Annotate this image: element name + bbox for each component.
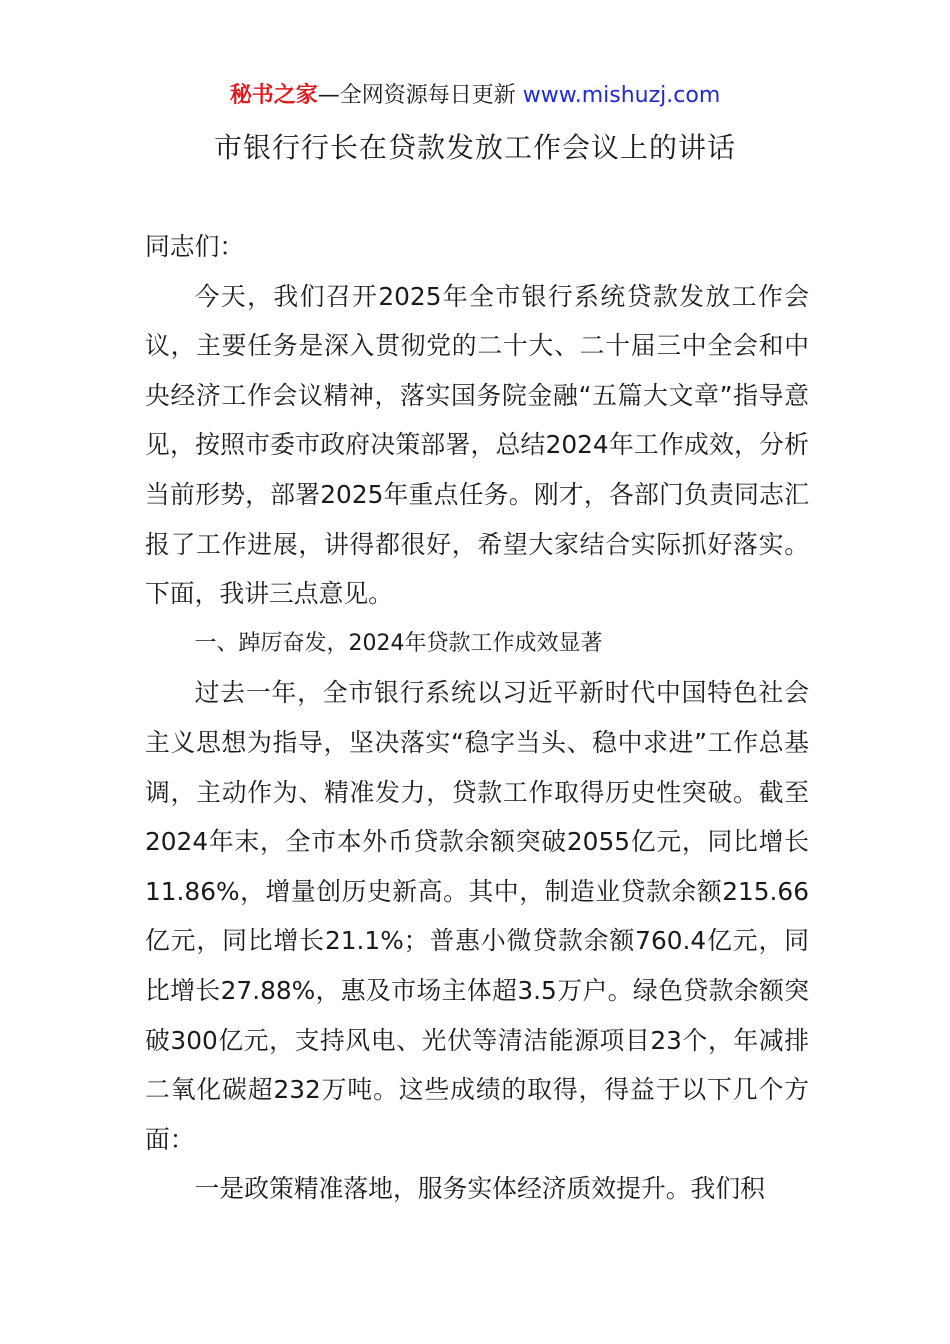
document-body: [145, 222, 809, 1214]
paragraph-point-1: 一是政策精准落地，服务实体经济质效提升。我们积: [194, 1174, 765, 1204]
site-brand: 秘书之家: [229, 83, 318, 108]
site-tagline: —全网资源每日更新: [317, 83, 516, 108]
document-title: 市银行行长在贷款发放工作会议上的讲话: [213, 131, 736, 164]
site-url-link[interactable]: www.mishuzj.com: [522, 83, 721, 108]
section-heading-1: 一、踔厉奋发，2024年贷款工作成效显著: [194, 630, 603, 656]
salutation: 同志们：: [145, 232, 245, 261]
paragraph-opening: 今天，我们召开2025年全市银行系统贷款发放工作会议，主要任务是深入贯彻党的二十大、二十届三中全会和中央经济工作会议精神，落实国务院金融“五篇大文章”指导意见，按照市委市政府决策部署，总结2024年工作成效，分析当前形势，部署2025年重点任务。刚才，各部门负责同志汇报了工作进展，讲得都很好，希望大家结合实际抓好落实。下面，我讲三点意见。: [145, 281, 809, 609]
paragraph-review: 过去一年，全市银行系统以习近平新时代中国特色社会主义思想为指导，坚决落实“稳字当头、稳中求进”工作总基调，主动作为、精准发力，贷款工作取得历史性突破。截至2024年末，全市本外币贷款余额突破2055亿元，同比增长11.86%，增量创历史新高。其中，制造业贷款余额215.66亿元，同比增长21.1%；普惠小微贷款余额760.4亿元，同比增长27.88%，惠及市场主体超3.5万户。绿色贷款余额突破300亿元，支持风电、光伏等清洁能源项目23个，年减排二氧化碳超232万吨。这些成绩的取得，得益于以下几个方面：: [145, 678, 809, 1154]
site-header: [0, 80, 950, 112]
